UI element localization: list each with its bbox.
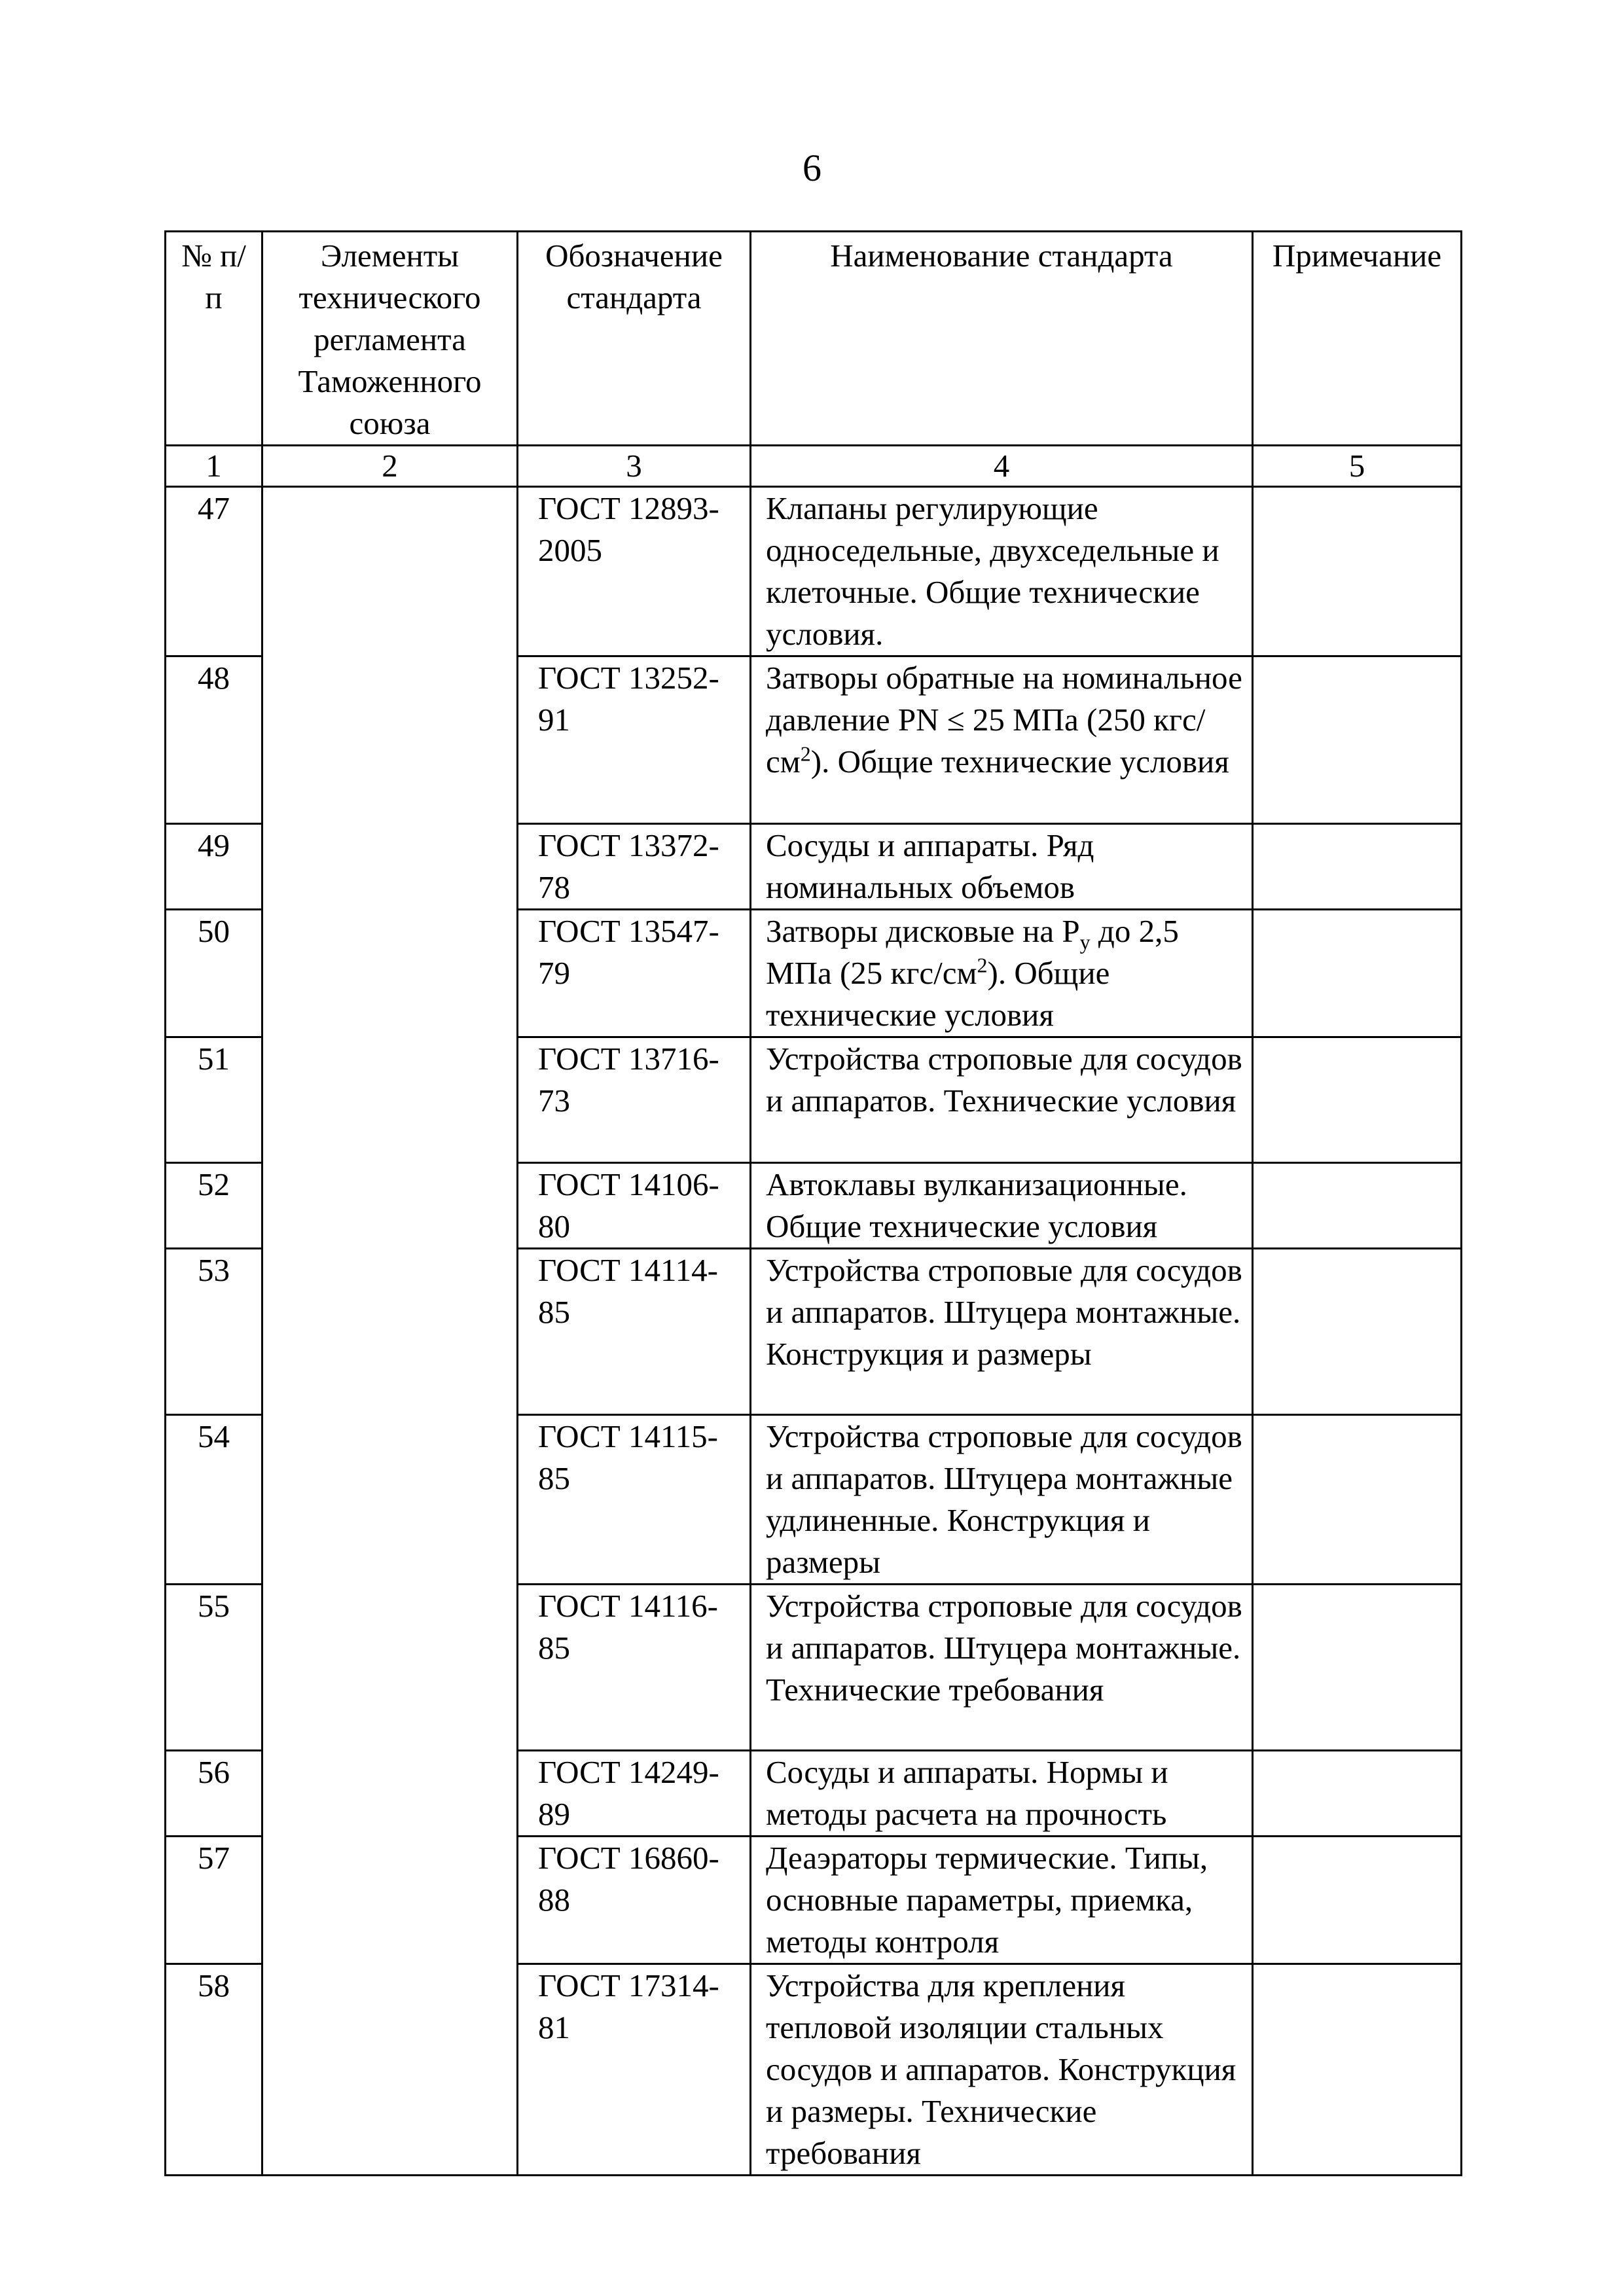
column-number: 4 <box>751 446 1253 487</box>
standard-name: Устройства строповые для сосудов и аппаратов. Штуцера монтажные. Технические требования <box>751 1585 1253 1751</box>
standard-name: Сосуды и аппараты. Ряд номинальных объемов <box>751 824 1253 910</box>
standard-code: ГОСТ 13716-73 <box>518 1037 751 1163</box>
row-number: 57 <box>166 1837 262 1964</box>
note-cell <box>1253 824 1462 910</box>
header-row <box>166 232 1462 446</box>
standard-name <box>751 656 1253 824</box>
header-elements: Элементы технического регламента Таможенного союза <box>262 232 518 446</box>
table-row <box>166 487 1462 656</box>
row-number: 53 <box>166 1249 262 1415</box>
standard-name: Деаэраторы термические. Типы, основные параметры, приемка, методы контроля <box>751 1837 1253 1964</box>
standard-name-text: ). Общие технические условия <box>810 744 1229 780</box>
standard-code: ГОСТ 12893-2005 <box>518 487 751 656</box>
page-number: 6 <box>803 147 821 189</box>
standard-code: ГОСТ 13372-78 <box>518 824 751 910</box>
standard-name: Клапаны регулирующие односедельные, двухседельные и клеточные. Общие технические условия. <box>751 487 1253 656</box>
column-number: 2 <box>262 446 518 487</box>
note-cell <box>1253 910 1462 1037</box>
header-designation: Обозначение стандарта <box>518 232 751 446</box>
row-number: 50 <box>166 910 262 1037</box>
note-cell <box>1253 656 1462 824</box>
note-cell <box>1253 1585 1462 1751</box>
header-num: № п/п <box>166 232 262 446</box>
standard-name: Автоклавы вулканизационные. Общие технические условия <box>751 1163 1253 1249</box>
subscript: у <box>1079 929 1091 954</box>
header-standard-name: Наименование стандарта <box>751 232 1253 446</box>
note-cell <box>1253 1037 1462 1163</box>
note-cell <box>1253 1837 1462 1964</box>
note-cell <box>1253 1751 1462 1837</box>
row-number: 49 <box>166 824 262 910</box>
standard-code: ГОСТ 17314-81 <box>518 1964 751 2176</box>
row-number: 58 <box>166 1964 262 2176</box>
column-numbers-row <box>166 446 1462 487</box>
standard-code: ГОСТ 14114-85 <box>518 1249 751 1415</box>
standard-code: ГОСТ 16860-88 <box>518 1837 751 1964</box>
standard-name-text: Затворы обратные на номинальное давление PN ≤ 25 МПа (250 кгс/см <box>766 660 1242 780</box>
standard-name: Устройства строповые для сосудов и аппаратов. Технические условия <box>751 1037 1253 1163</box>
standard-name: Устройства строповые для сосудов и аппаратов. Штуцера монтажные. Конструкция и размеры <box>751 1249 1253 1415</box>
row-number: 54 <box>166 1415 262 1585</box>
standard-code: ГОСТ 14249-89 <box>518 1751 751 1837</box>
standard-name: Сосуды и аппараты. Нормы и методы расчета на прочность <box>751 1751 1253 1837</box>
standard-name-text: ). Общие технические условия <box>766 955 1110 1033</box>
row-number: 52 <box>166 1163 262 1249</box>
standard-name <box>751 910 1253 1037</box>
row-number: 47 <box>166 487 262 656</box>
column-number: 1 <box>166 446 262 487</box>
standard-name-text: до 2,5 МПа (25 кгс/см <box>766 913 1179 991</box>
standard-code: ГОСТ 13252-91 <box>518 656 751 824</box>
standard-code: ГОСТ 13547-79 <box>518 910 751 1037</box>
row-number: 48 <box>166 656 262 824</box>
superscript: 2 <box>800 742 811 766</box>
standard-code: ГОСТ 14106-80 <box>518 1163 751 1249</box>
standards-table <box>164 230 1462 2176</box>
column-number: 5 <box>1253 446 1462 487</box>
elements-cell <box>262 487 518 2176</box>
header-note: Примечание <box>1253 232 1462 446</box>
note-cell <box>1253 1249 1462 1415</box>
note-cell <box>1253 1163 1462 1249</box>
superscript: 2 <box>977 953 988 977</box>
row-number: 56 <box>166 1751 262 1837</box>
note-cell <box>1253 1964 1462 2176</box>
row-number: 51 <box>166 1037 262 1163</box>
standard-name: Устройства для крепления тепловой изоляции стальных сосудов и аппаратов. Конструкция и размеры. Технические требования <box>751 1964 1253 2176</box>
standard-name: Устройства строповые для сосудов и аппаратов. Штуцера монтажные удлиненные. Конструкция и размеры <box>751 1415 1253 1585</box>
note-cell <box>1253 487 1462 656</box>
standard-code: ГОСТ 14115-85 <box>518 1415 751 1585</box>
note-cell <box>1253 1415 1462 1585</box>
column-number: 3 <box>518 446 751 487</box>
standard-name-text: Затворы дисковые на Р <box>766 913 1080 949</box>
row-number: 55 <box>166 1585 262 1751</box>
standard-code: ГОСТ 14116-85 <box>518 1585 751 1751</box>
